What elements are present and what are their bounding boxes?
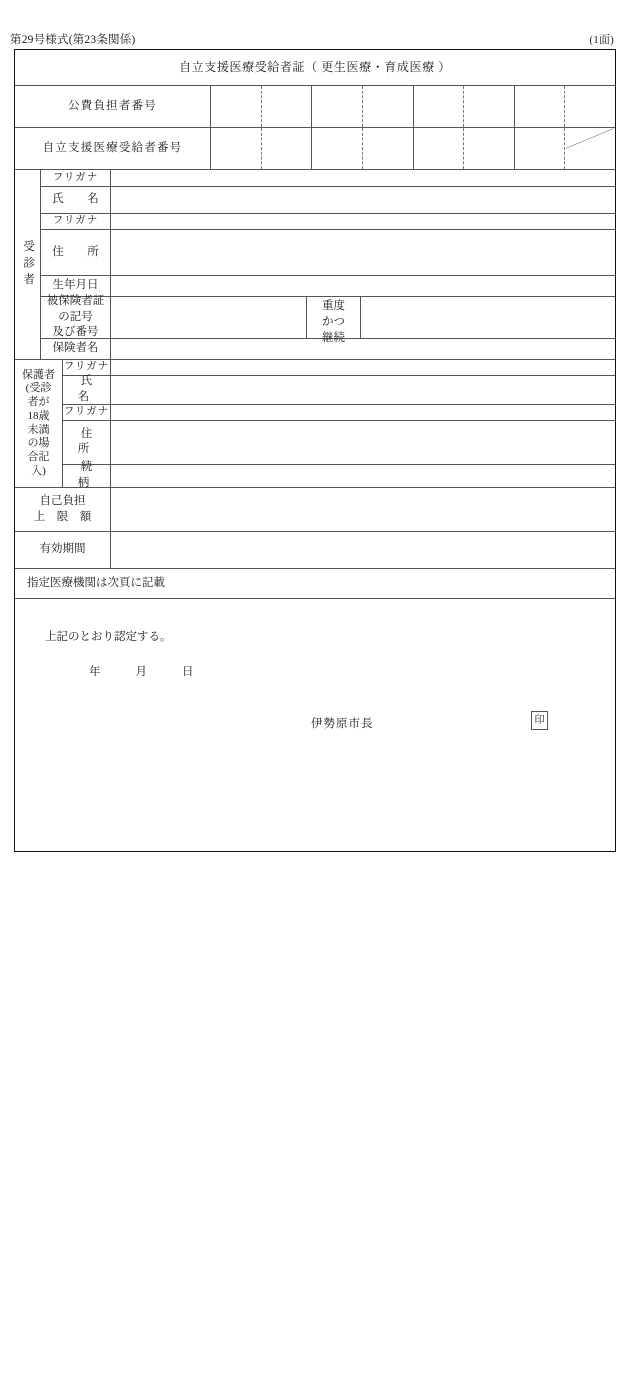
recipient-insurance-id-field[interactable] [111,297,307,338]
recipient-insurance-id-row [41,295,615,345]
insurance-label-line2: の記号 [58,310,93,323]
number-cell[interactable] [312,128,363,169]
guardian-furigana-address-label: フリガナ [63,405,111,420]
document-header [10,31,620,47]
public-burden-number-label: 公費負担者番号 [15,86,211,127]
recipient-block [15,170,615,360]
severity-line1: 重度 [322,300,345,313]
seal-stamp-icon: 印 [531,711,548,730]
self-pay-limit-label [15,488,111,531]
guardian-name-row [63,376,615,405]
recipient-address-row [41,230,615,277]
guardian-label-line: (受診 [25,382,52,395]
guardian-furigana-name-label: フリガナ [63,360,111,375]
self-pay-label-line1: 自己負担 [39,494,86,507]
designated-institution-note: 指定医療機関は次頁に記載 [27,577,165,590]
number-cell[interactable] [312,86,363,127]
issuer-name: 伊勢原市長 [311,718,374,730]
form-number: 第29号様式(第23条関係) [10,34,136,46]
guardian-furigana-name-field[interactable] [111,360,615,375]
guardian-block [15,360,615,488]
valid-period-field[interactable] [111,532,615,568]
recipient-group-label: 受診者 [15,170,41,359]
date-year-label: 年 [89,666,102,678]
recipient-furigana-name-field[interactable] [111,170,615,186]
number-cell[interactable] [565,86,615,127]
approval-date-line [89,663,195,679]
guardian-name-label: 氏 名 [63,376,111,404]
page-face-label: (1面) [589,34,614,46]
recipient-furigana-name-label: フリガナ [41,170,111,186]
number-cell[interactable] [363,86,414,127]
form-title-row [15,50,615,86]
number-cell[interactable] [464,128,515,169]
valid-period-row [15,532,615,569]
date-day-label: 日 [182,666,195,678]
severity-continuation-field[interactable] [361,297,615,338]
recipient-furigana-name-row [41,170,615,187]
recipient-furigana-address-row [41,214,615,230]
guardian-relationship-row [63,461,615,489]
number-cell[interactable] [464,86,515,127]
guardian-address-label: 住 所 [63,421,111,464]
insurance-label-line3: 及び番号 [52,326,99,339]
recipient-address-field[interactable] [111,230,615,276]
approval-statement: 上記のとおり認定する。 [45,631,172,643]
guardian-label-line: 者が [27,396,50,408]
number-cell[interactable] [262,86,313,127]
guardian-furigana-address-row [63,405,615,421]
guardian-relationship-label: 続 柄 [63,465,111,487]
guardian-address-field[interactable] [111,421,615,464]
guardian-name-field[interactable] [111,376,615,404]
diagonal-strike-icon [565,128,615,149]
number-cell[interactable] [211,86,262,127]
number-cell[interactable] [211,128,262,169]
guardian-group-label [15,360,63,487]
public-burden-number-grid[interactable] [211,86,615,127]
self-pay-limit-row [15,488,615,532]
guardian-furigana-address-field[interactable] [111,405,615,420]
guardian-relationship-field[interactable] [111,465,615,487]
insurance-label-line1: 被保険者証 [46,295,105,308]
certificate-form [14,49,616,852]
severity-line2: かつ [322,316,345,329]
valid-period-label: 有効期間 [15,532,111,568]
form-title: 自立支援医療受給者証（ 更生医療・育成医療 ） [179,59,451,74]
guardian-label-line: の場 [27,437,50,450]
public-burden-number-row [15,86,615,128]
self-pay-label-line2: 上 限 額 [33,510,92,523]
designated-institution-note-row [15,569,615,599]
guardian-label-line: 入) [31,464,46,477]
recipient-number-row [15,128,615,170]
date-month-label: 月 [135,666,148,678]
severity-line3: 継続 [322,332,345,345]
recipient-birthdate-row [41,276,615,297]
guardian-furigana-name-row [63,360,615,376]
number-cell[interactable] [414,86,465,127]
recipient-number-label: 自立支援医療受給者番号 [15,128,211,169]
guardian-label-line: 合記 [27,451,50,463]
recipient-birthdate-field[interactable] [111,276,615,296]
recipient-name-row [41,187,615,214]
number-cell[interactable] [414,128,465,169]
number-cell-with-slash[interactable] [565,128,615,169]
recipient-name-label: 氏 名 [41,187,111,213]
number-cell[interactable] [515,128,566,169]
number-cell[interactable] [515,86,566,127]
guardian-address-row [63,421,615,465]
approval-section [15,599,615,1400]
recipient-number-grid[interactable] [211,128,615,169]
self-pay-limit-field[interactable] [111,488,615,531]
recipient-insurance-id-label [41,297,111,338]
recipient-insurer-name-label: 保険者名 [41,339,111,359]
recipient-furigana-address-field[interactable] [111,214,615,229]
recipient-name-field[interactable] [111,187,615,213]
recipient-birthdate-label: 生年月日 [41,276,111,296]
guardian-label-line: 18歳 [27,409,50,422]
number-cell[interactable] [262,128,313,169]
guardian-label-line: 保護者 [22,368,55,381]
guardian-label-line: 未満 [27,423,50,436]
recipient-furigana-address-label: フリガナ [41,214,111,229]
recipient-address-label: 住 所 [41,230,111,276]
recipient-insurer-name-row [41,339,615,359]
number-cell[interactable] [363,128,414,169]
severity-continuation-label [307,297,361,345]
recipient-insurer-name-field[interactable] [111,339,615,359]
